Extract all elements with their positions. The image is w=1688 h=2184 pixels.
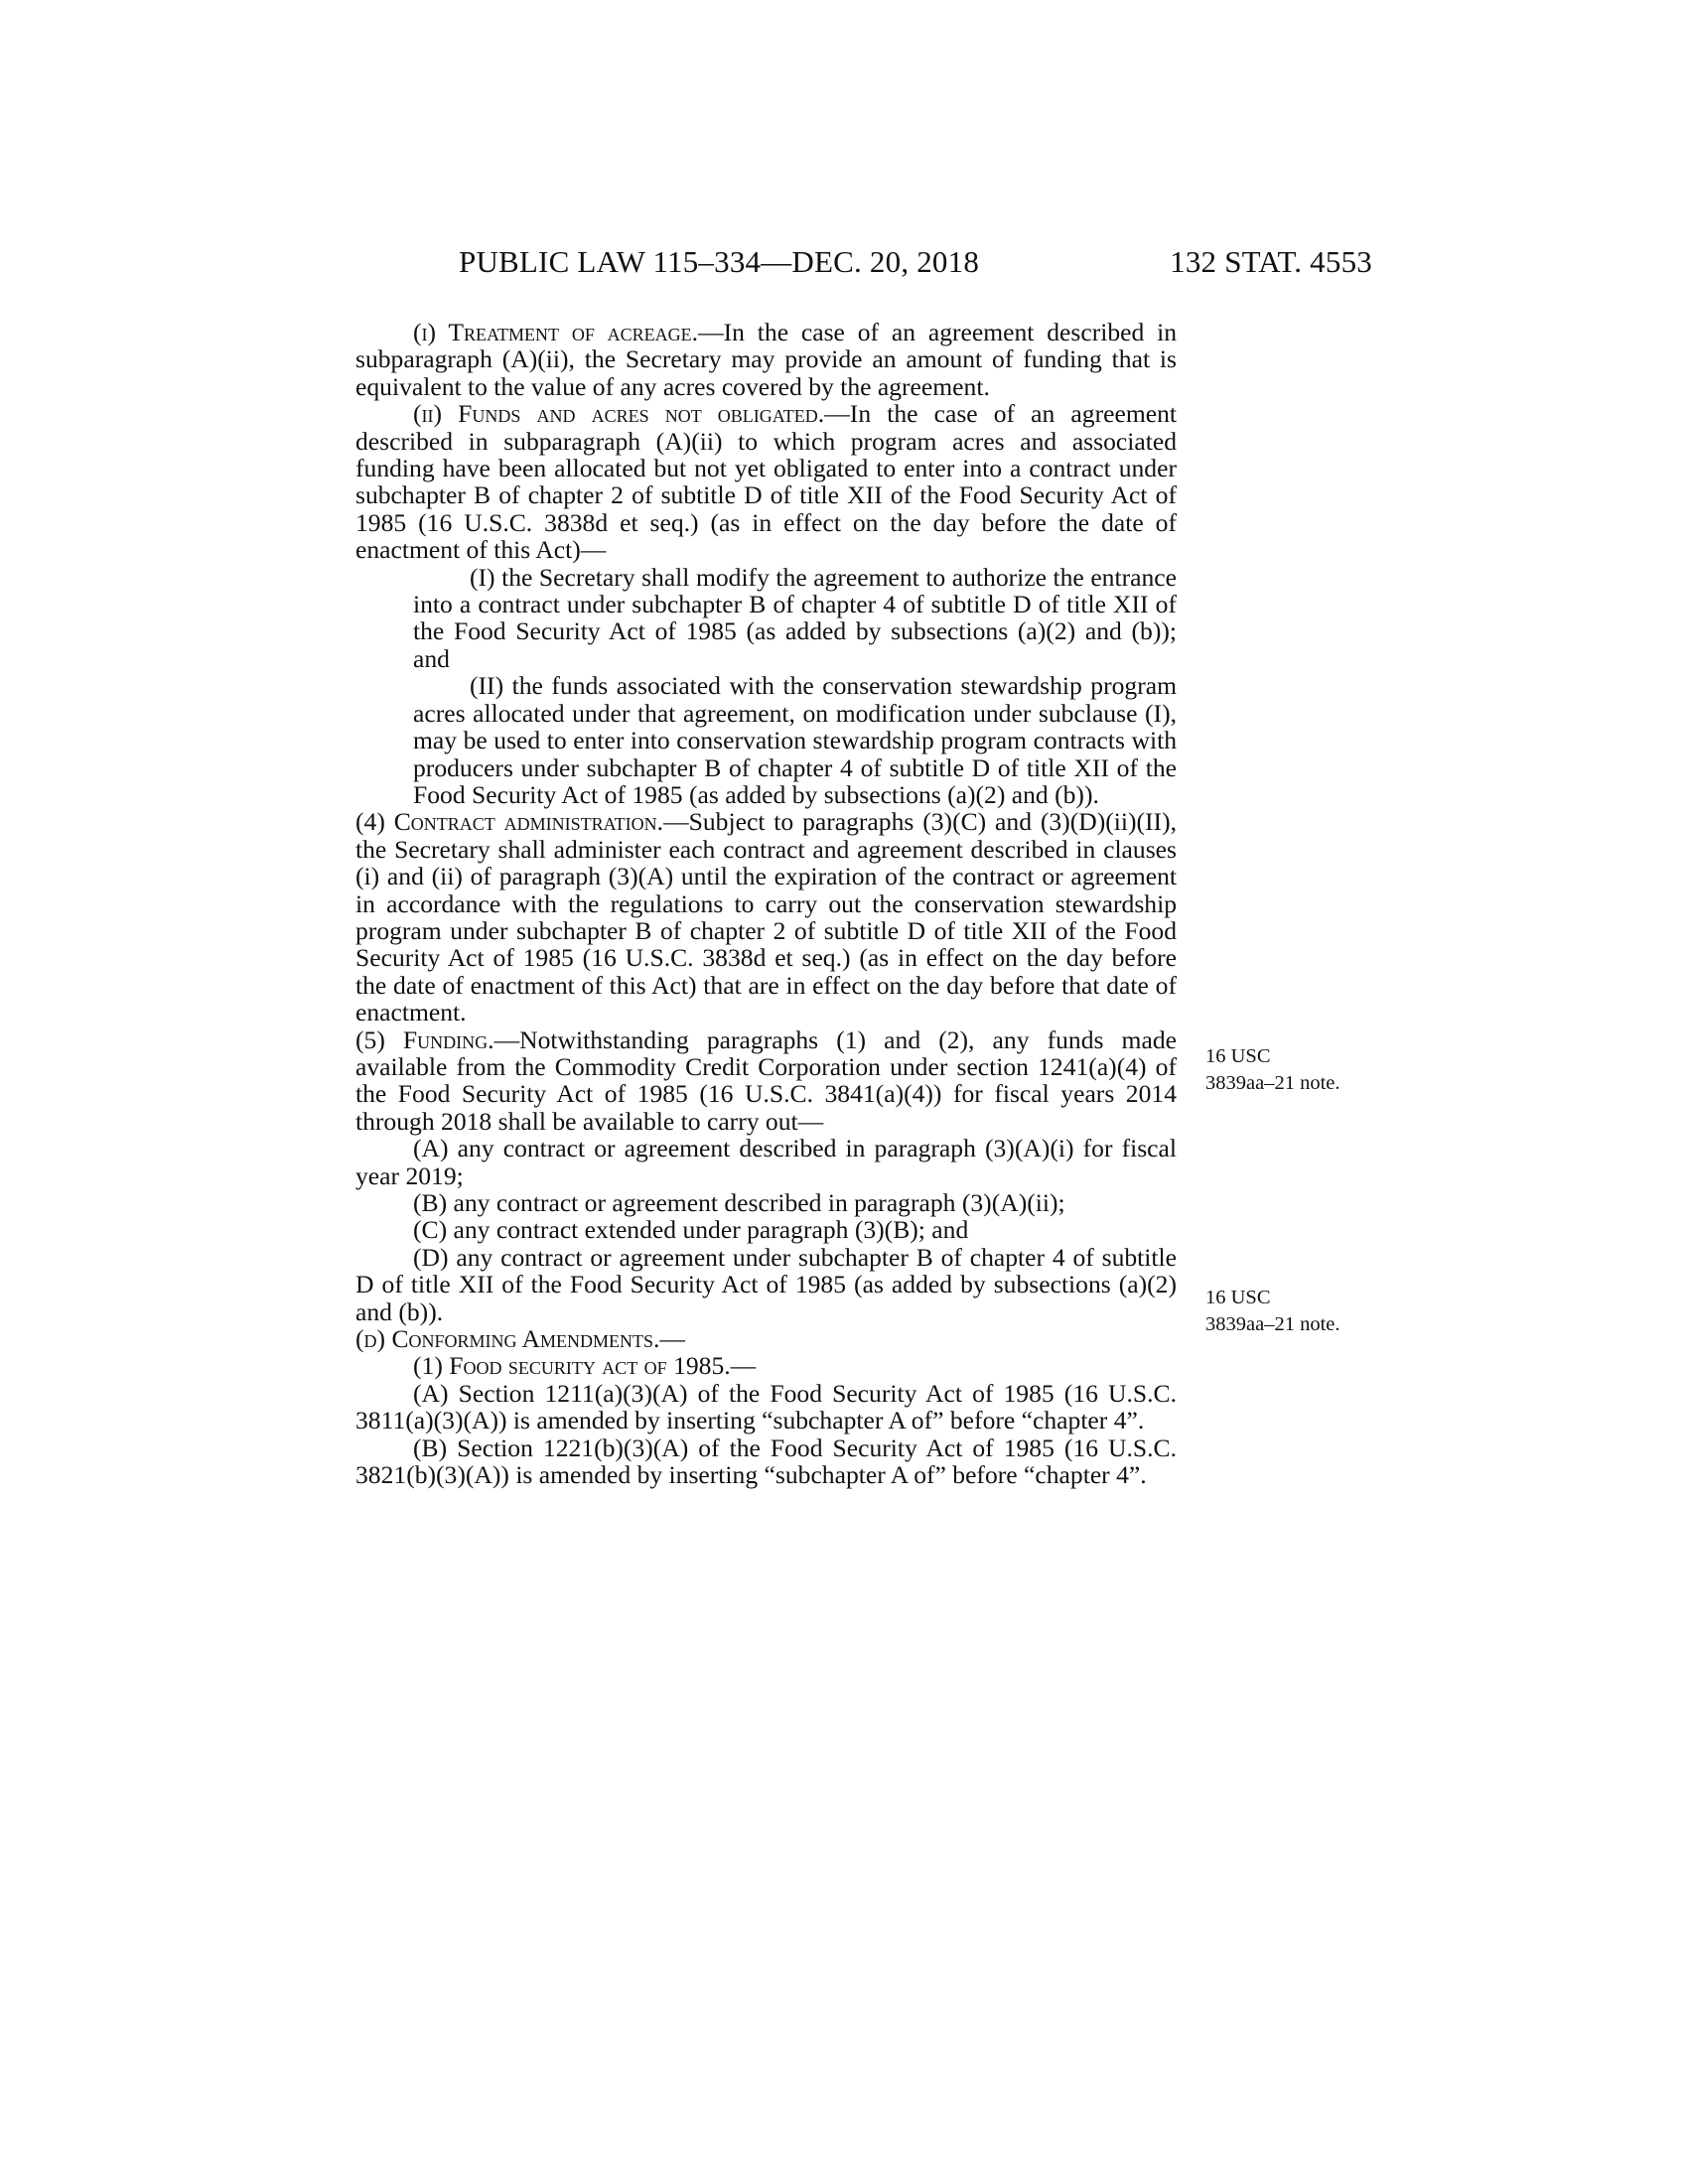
clause-i-text: —In the case of an agreement described in subparagraph (A)(ii), the Secretary may provide an amount of funding that is equivalent to the value of any acres covered by the agreement. bbox=[355, 318, 1178, 401]
subclause-I: (I) the Secretary shall modify the agreement to authorize the entrance into a contract under subchapter B of chapter 4 of subtitle D of title XII of the Food Security Act of 1985 (as added by subsections (a)(2) and (b)); and bbox=[413, 562, 1177, 673]
margin-note-line: 3839aa–21 note. bbox=[1205, 1072, 1340, 1094]
subparagraph-A: (A) any contract or agreement described in paragraph (3)(A)(i) for fiscal year 2019; bbox=[355, 1134, 1177, 1190]
clause-i-heading: (i) Treatment of acreage. bbox=[413, 318, 699, 346]
subparagraph-B: (B) any contract or agreement described in paragraph (3)(A)(ii); bbox=[413, 1188, 1065, 1217]
margin-note-line: 3839aa–21 note. bbox=[1205, 1313, 1340, 1335]
paragraph-5-heading: (5) Funding. bbox=[355, 1024, 494, 1054]
paragraph-1 bbox=[355, 1352, 1177, 1379]
paragraph-1-text: — bbox=[730, 1351, 757, 1381]
subsection-d-text: — bbox=[659, 1324, 685, 1354]
subparagraph-D: (D) any contract or agreement under subchapter B of chapter 4 of subtitle D of title XII of the Food Security Act of 1985 (as added by subsections (a)(2) and (b)). bbox=[355, 1242, 1177, 1326]
header-law-citation: PUBLIC LAW 115–334—DEC. 20, 2018 bbox=[459, 244, 980, 279]
subparagraph-1B: (B) Section 1221(b)(3)(A) of the Food Security Act of 1985 (16 U.S.C. 3821(b)(3)(A)) is amended by inserting “subchapter A of” before “chapter 4”. bbox=[355, 1433, 1177, 1490]
paragraph-4 bbox=[355, 808, 1177, 1025]
subparagraph-C: (C) any contract extended under paragraph (3)(B); and bbox=[413, 1215, 969, 1245]
subclause-II: (II) the funds associated with the conservation stewardship program acres allocated under that agreement, on modification under subclause (I), may be used to enter into conservation stewardship program contracts with producers under subchapter B of chapter 4 of subtitle D of title XII of the Food Security Act of 1985 (as added by subsections (a)(2) and (b)). bbox=[413, 671, 1177, 809]
margin-note-line: 16 USC bbox=[1205, 1045, 1271, 1067]
running-header bbox=[459, 244, 1372, 284]
paragraph-4-heading: (4) Contract administration. bbox=[355, 807, 664, 837]
clause-ii bbox=[355, 400, 1177, 563]
margin-note bbox=[1205, 1285, 1384, 1338]
clause-ii-heading: (ii) Funds and acres not obligated. bbox=[413, 399, 825, 429]
clause-ii-text: —In the case of an agreement described in subparagraph (A)(ii) to which program acres and associated funding have been allocated but not yet obligated to enter into a contract under subchapter B of chapter 2 of subtitle D of title XII of the Food Security Act of 1985 (16 U.S.C. 3838d et seq.) (as in effect on the day before the date of enactment of this Act)— bbox=[355, 399, 1177, 565]
paragraph-1-heading: (1) Food security act of 1985. bbox=[413, 1351, 731, 1381]
margin-note-line: 16 USC bbox=[1205, 1287, 1271, 1308]
paragraph-5-text: —Notwithstanding paragraphs (1) and (2), any funds made available from the Commodity Credit Corporation under section 1241(a)(4) of the Food Security Act of 1985 (16 U.S.C. 3841(a)(4)) for fiscal years 2014 through 2018 shall be available to carry out— bbox=[355, 1024, 1177, 1136]
paragraph-4-text: —Subject to paragraphs (3)(C) and (3)(D)(ii)(II), the Secretary shall administer each contract and agreement described in clauses (i) and (ii) of paragraph (3)(A) until the expiration of the contract or agreement in accordance with the regulations to carry out the conservation stewardship program under subchapter B of chapter 2 of subtitle D of title XII of the Food Security Act of 1985 (16 U.S.C. 3838d et seq.) (as in effect on the day before the date of enactment of this Act) that are in effect on the day before that date of enactment. bbox=[355, 807, 1178, 1027]
margin-note bbox=[1205, 1043, 1384, 1097]
paragraph-5 bbox=[355, 1026, 1177, 1136]
header-page-number: 132 STAT. 4553 bbox=[1170, 244, 1372, 279]
clause-i bbox=[355, 319, 1177, 400]
subparagraph-1A: (A) Section 1211(a)(3)(A) of the Food Security Act of 1985 (16 U.S.C. 3811(a)(3)(A)) is amended by inserting “subchapter A of” before “chapter 4”. bbox=[355, 1378, 1177, 1435]
subsection-d bbox=[355, 1325, 1177, 1352]
body-text bbox=[355, 319, 1177, 1488]
subsection-d-heading: (d) Conforming Amendments. bbox=[355, 1324, 660, 1354]
